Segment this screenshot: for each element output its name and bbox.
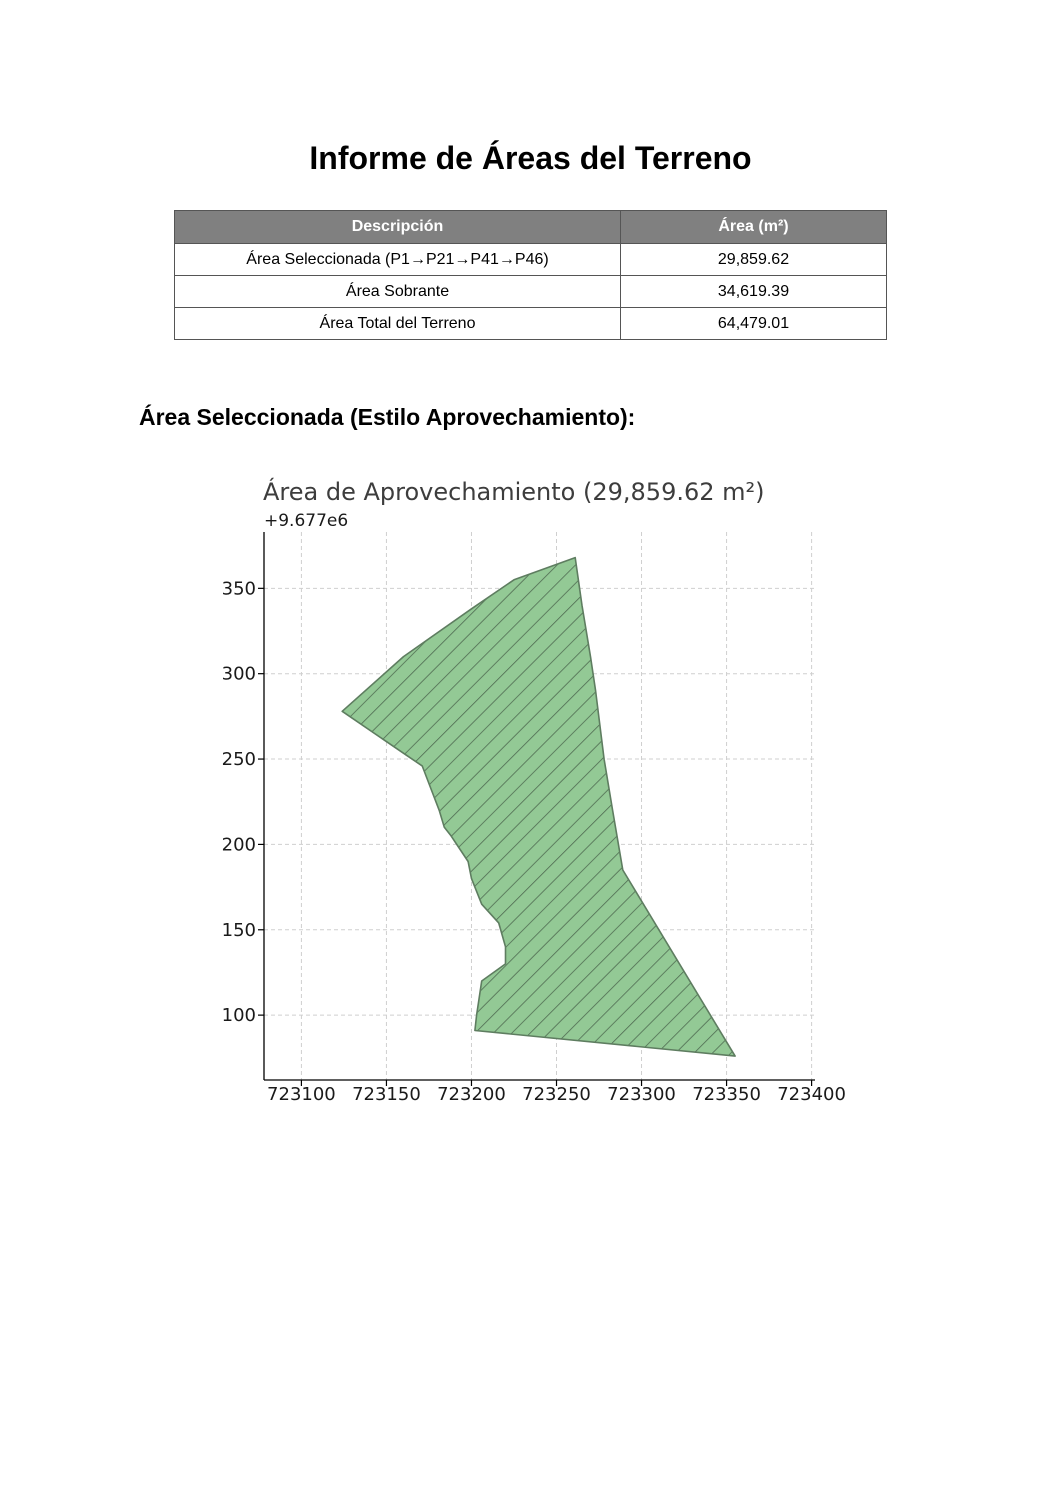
x-tick-label: 723400 (777, 1084, 846, 1105)
y-tick-label: 250 (221, 749, 256, 771)
row-area: 34,619.39 (621, 276, 887, 308)
x-tick-label: 723250 (522, 1084, 591, 1105)
row-area: 64,479.01 (621, 308, 887, 340)
document-title: Informe de Áreas del Terreno (309, 140, 752, 176)
y-tick-label: 200 (221, 834, 256, 856)
plot-area (342, 558, 735, 1057)
y-offset-label: +9.677e6 (264, 511, 349, 531)
row-area: 29,859.62 (621, 244, 887, 276)
y-tick-label: 350 (221, 578, 256, 600)
y-tick-label: 150 (221, 919, 256, 941)
column-header-description: Descripción (175, 211, 621, 244)
area-polygon (342, 558, 735, 1057)
y-tick-label: 300 (221, 663, 256, 685)
x-tick-label: 723300 (607, 1084, 676, 1105)
row-description: Área Total del Terreno (175, 308, 621, 340)
row-description: Área Sobrante (175, 276, 621, 308)
x-tick-label: 723200 (437, 1084, 506, 1105)
chart-title: Área de Aprovechamiento (29,859.62 m²) (263, 478, 765, 506)
y-tick-label: 100 (221, 1005, 256, 1027)
section-heading: Área Seleccionada (Estilo Aprovechamiento): (139, 404, 636, 430)
x-tick-label: 723100 (267, 1084, 336, 1105)
column-header-area: Área (m²) (621, 211, 887, 244)
x-tick-label: 723350 (692, 1084, 761, 1105)
row-description: Área Seleccionada (P1→P21→P41→P46) (175, 244, 621, 276)
x-tick-label: 723150 (352, 1084, 421, 1105)
